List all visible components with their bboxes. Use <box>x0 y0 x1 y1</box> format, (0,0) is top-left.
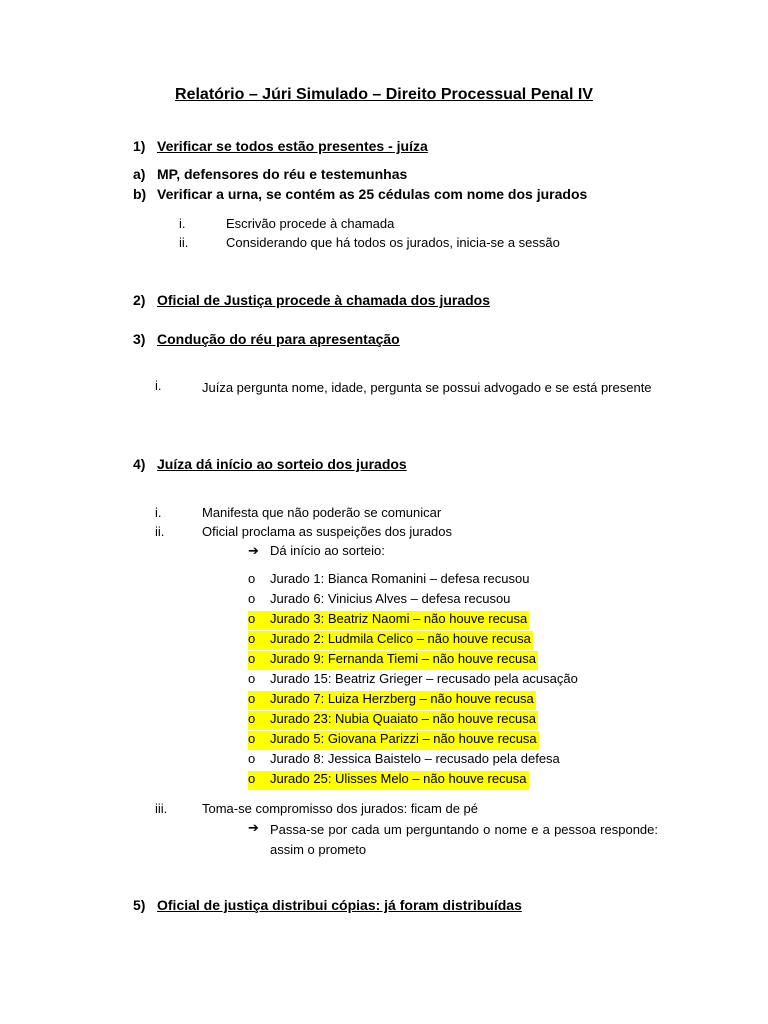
item-text: Escrivão procede à chamada <box>226 216 395 231</box>
section-5-heading <box>133 897 733 917</box>
item-text: Manifesta que não poderão se comunicar <box>202 505 442 520</box>
item-label: i. <box>155 505 162 520</box>
item-label: a) <box>133 166 146 182</box>
bullet-icon: o <box>248 611 256 626</box>
bullet-icon: o <box>248 671 256 686</box>
juror-item <box>248 631 668 650</box>
arrow-right-icon: ➔ <box>248 543 259 558</box>
item-text: Considerando que há todos os jurados, inicia-se a sessão <box>226 235 560 250</box>
bullet-icon: o <box>248 591 256 606</box>
bullet-icon: o <box>248 631 256 646</box>
item-text: Verificar a urna, se contém as 25 cédulas com nome dos jurados <box>157 186 588 202</box>
arrow-item-text: Passa-se por cada um perguntando o nome e a pessoa responde: assim o prometo <box>270 822 658 857</box>
list-item <box>155 378 657 418</box>
juror-item <box>248 711 668 730</box>
item-text: Juíza pergunta nome, idade, pergunta se possui advogado e se está presente <box>202 380 652 395</box>
juror-text: Jurado 2: Ludmila Celico – não houve recusa <box>270 631 531 646</box>
list-item <box>155 801 655 820</box>
bullet-icon: o <box>248 731 256 746</box>
juror-text: Jurado 23: Nubia Quaiato – não houve recusa <box>270 711 536 726</box>
section-number: 5) <box>133 897 146 913</box>
bullet-icon: o <box>248 771 256 786</box>
item-label: b) <box>133 186 147 202</box>
bullet-icon: o <box>248 751 256 766</box>
item-label: i. <box>179 216 186 231</box>
section-number: 1) <box>133 138 146 154</box>
arrow-item <box>248 543 648 562</box>
section-number: 4) <box>133 456 146 472</box>
juror-text: Jurado 3: Beatriz Naomi – não houve recusa <box>270 611 528 626</box>
section-title: Juíza dá início ao sorteio dos jurados <box>157 456 407 472</box>
bullet-icon: o <box>248 691 256 706</box>
item-text: MP, defensores do réu e testemunhas <box>157 166 408 182</box>
section-2-heading <box>133 292 733 312</box>
jurors-list <box>248 571 668 791</box>
bullet-icon: o <box>248 571 256 586</box>
section-4-heading <box>133 456 733 476</box>
arrow-right-icon: ➔ <box>248 820 259 835</box>
item-text: Toma-se compromisso dos jurados: ficam de pé <box>202 801 479 816</box>
juror-text: Jurado 15: Beatriz Grieger – recusado pela acusação <box>270 671 578 686</box>
juror-text: Jurado 7: Luiza Herzberg – não houve recusa <box>270 691 534 706</box>
arrow-item <box>248 820 658 860</box>
item-label: iii. <box>155 801 168 816</box>
juror-text: Jurado 5: Giovana Parizzi – não houve recusa <box>270 731 537 746</box>
list-item <box>179 216 679 235</box>
section-number: 2) <box>133 292 146 308</box>
juror-item <box>248 571 668 590</box>
section-3-heading <box>133 331 733 351</box>
list-item <box>155 524 655 543</box>
section-title: Oficial de justiça distribui cópias: já foram distribuídas <box>157 897 522 913</box>
juror-text: Jurado 25: Ulisses Melo – não houve recusa <box>270 771 527 786</box>
item-text: Oficial proclama as suspeições dos jurados <box>202 524 453 539</box>
bullet-icon: o <box>248 651 256 666</box>
juror-text: Jurado 9: Fernanda Tiemi – não houve recusa <box>270 651 536 666</box>
arrow-item-text: Dá início ao sorteio: <box>270 543 385 558</box>
section-title: Verificar se todos estão presentes - juíza <box>157 138 428 154</box>
list-item <box>155 505 655 524</box>
section-number: 3) <box>133 331 146 347</box>
juror-item <box>248 731 668 750</box>
section-title: Condução do réu para apresentação <box>157 331 400 347</box>
juror-item <box>248 771 668 790</box>
section-title: Oficial de Justiça procede à chamada dos jurados <box>157 292 491 308</box>
juror-text: Jurado 1: Bianca Romanini – defesa recusou <box>270 571 530 586</box>
list-item <box>179 235 679 254</box>
item-label: i. <box>155 378 162 393</box>
item-label: ii. <box>179 235 189 250</box>
juror-item <box>248 651 668 670</box>
juror-text: Jurado 6: Vinicius Alves – defesa recusou <box>270 591 511 606</box>
item-label: ii. <box>155 524 165 539</box>
list-item <box>133 166 733 186</box>
juror-text: Jurado 8: Jessica Baistelo – recusado pela defesa <box>270 751 560 766</box>
document-title: Relatório – Júri Simulado – Direito Processual Penal IV <box>175 86 593 103</box>
juror-item <box>248 591 668 610</box>
juror-item <box>248 671 668 690</box>
list-item <box>133 186 733 206</box>
juror-item <box>248 611 668 630</box>
juror-item <box>248 751 668 770</box>
section-1-heading <box>133 138 733 158</box>
bullet-icon: o <box>248 711 256 726</box>
juror-item <box>248 691 668 710</box>
